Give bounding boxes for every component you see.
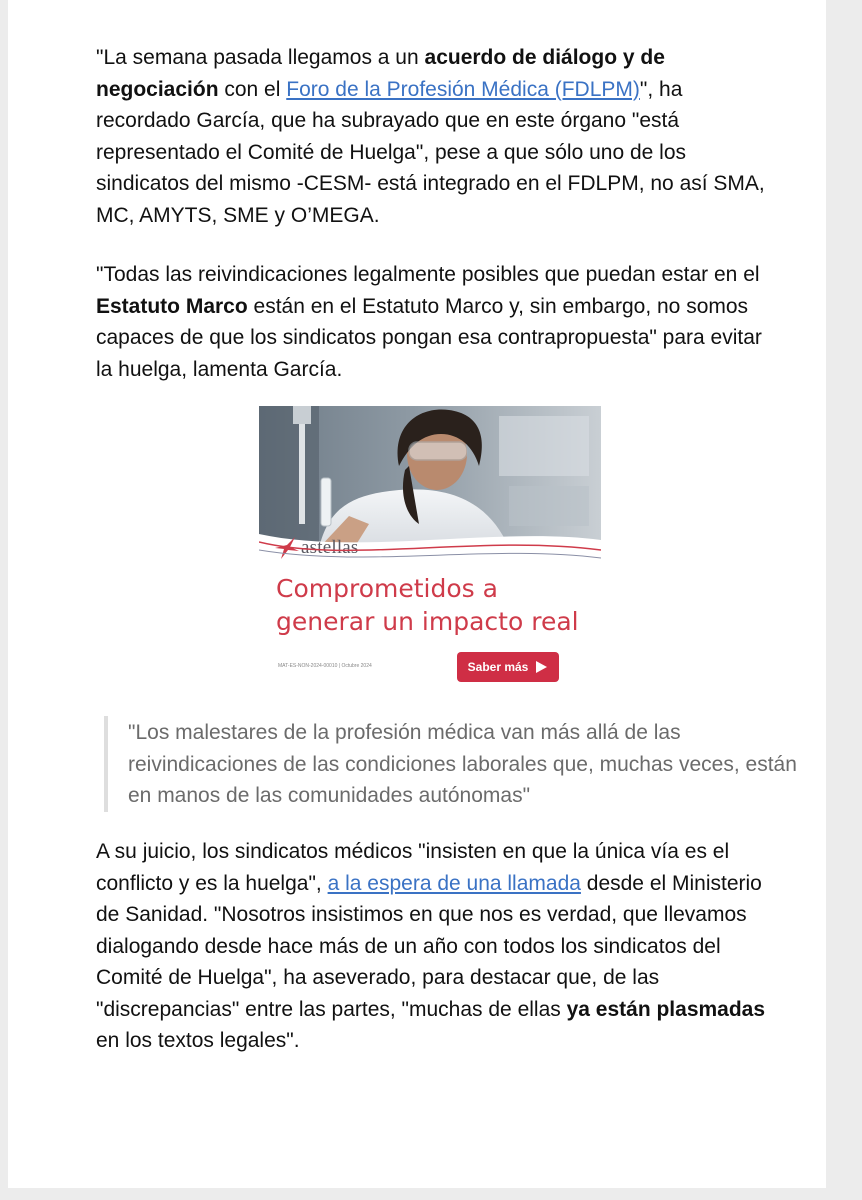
paragraph-1-bold: acuerdo de diálogo y de negociación xyxy=(96,46,665,101)
play-arrow-icon xyxy=(534,660,548,674)
paragraph-3 xyxy=(96,836,776,1057)
llamada-link[interactable]: a la espera de una llamada xyxy=(327,871,581,895)
paragraph-1 xyxy=(96,42,776,231)
ad-wave-decoration xyxy=(259,524,601,564)
paragraph-3-text-a: A su juicio, los sindicatos médicos "insisten en que la única vía es el conflicto y es la huelga", xyxy=(96,840,730,895)
ad-brand-name: astellas xyxy=(301,537,359,558)
paragraph-3-text-b: desde el Ministerio de Sanidad. "Nosotros insistimos en que nos es verdad, que llevamos dialogando desde hace más de un año con todos los sindicatos del Comité de Huelga", ha aseverado, para destacar que, de las "discrepancias" entre las partes, "muchas de ellas xyxy=(96,871,762,1021)
paragraph-1-text-c: ", ha recordado García, que ha subrayado que en este órgano "está representado el Comité de Huelga", pese a que sólo uno de los sindicatos del mismo -CESM- está integrado en el FDLPM, no así SMA, MC, AMYTS, SME y O’MEGA. xyxy=(96,77,765,227)
saber-mas-button[interactable] xyxy=(457,652,559,682)
article-page xyxy=(8,0,826,1188)
article-body-top xyxy=(96,42,776,385)
ad-headline-line-1: Comprometidos a xyxy=(276,574,498,603)
saber-mas-label: Saber más xyxy=(467,660,529,674)
fdlpm-link[interactable]: Foro de la Profesión Médica (FDLPM) xyxy=(286,77,640,101)
paragraph-2-text-a: "Todas las reivindicaciones legalmente posibles que puedan estar en el xyxy=(96,263,760,286)
paragraph-3-bold: ya están plasmadas xyxy=(566,997,766,1021)
ad-fine-print: MAT-ES-NON-2024-00010 | Octubre 2024 xyxy=(278,663,372,669)
paragraph-1-text-b: con el xyxy=(218,77,287,101)
paragraph-2-bold: Estatuto Marco xyxy=(96,294,248,318)
astellas-ad-banner[interactable] xyxy=(259,406,601,688)
article-body-bottom xyxy=(96,836,776,1057)
paragraph-2 xyxy=(96,259,776,385)
pull-quote-text: "Los malestares de la profesión médica van más allá de las reivindicaciones de las condiciones laborales que, muchas veces, están en manos de las comunidades autónomas" xyxy=(128,721,797,807)
ad-headline xyxy=(276,572,596,638)
paragraph-2-text-b: están en el Estatuto Marco y, sin embargo, no somos capaces de que los sindicatos pongan esa contrapropuesta" para evitar la huelga, lamenta García. xyxy=(96,294,762,381)
paragraph-1-text-a: "La semana pasada llegamos a un xyxy=(96,46,425,69)
paragraph-3-text-c: en los textos legales". xyxy=(96,1029,300,1052)
ad-headline-line-2: generar un impacto real xyxy=(276,607,579,636)
pull-quote xyxy=(104,716,818,812)
